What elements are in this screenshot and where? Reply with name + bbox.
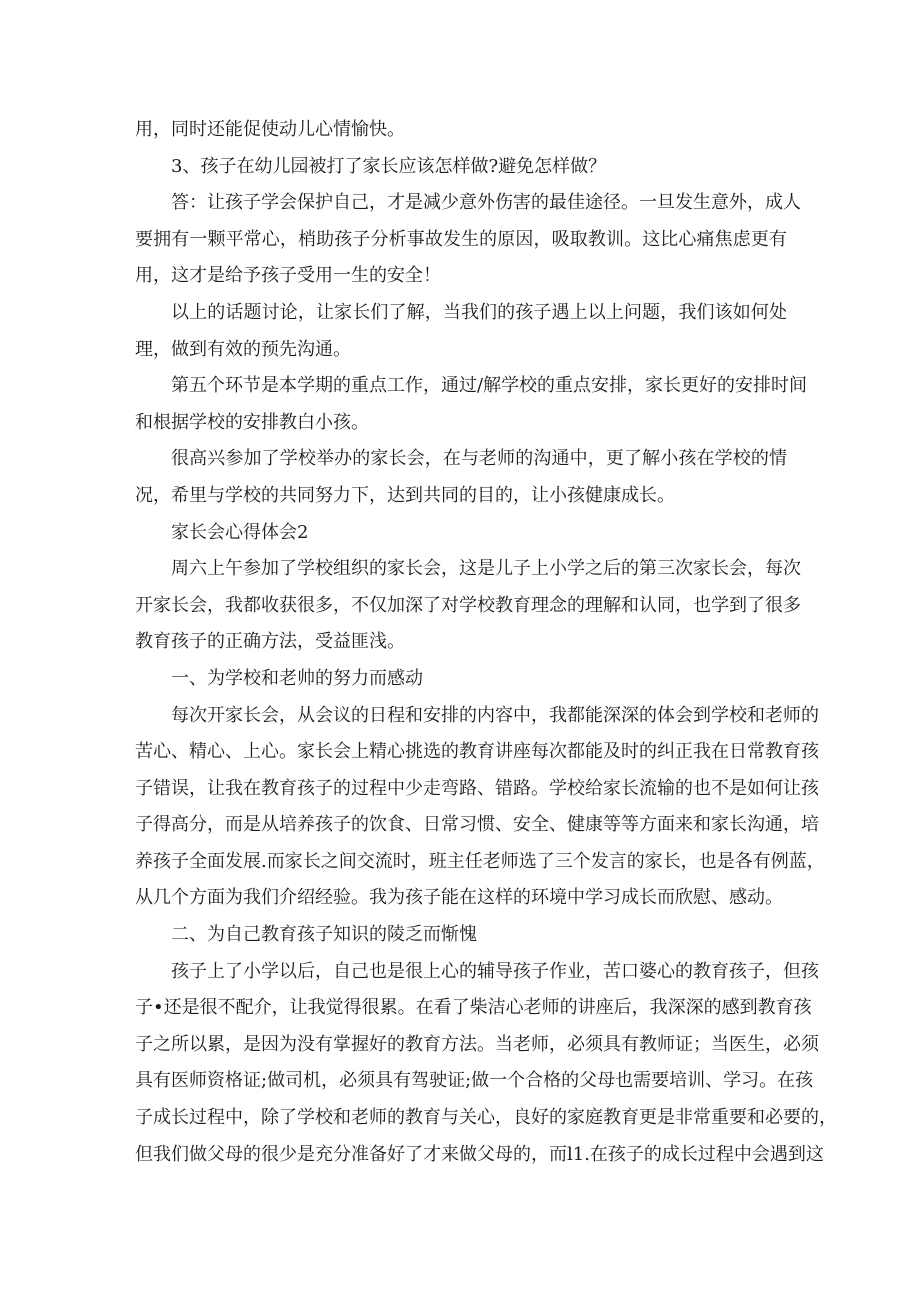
document-body — [135, 112, 837, 1173]
text-line: 很高兴参加了学校举办的家长会，在与老师的沟通中，更了解小孩在学校的情 — [171, 448, 787, 470]
text-line: 理，做到有效的预先沟通。 — [135, 338, 351, 360]
section-heading — [135, 661, 787, 698]
text-line: 养孩子全面发展.而家长之间交流时，班主任老师选了三个发言的家长，也是各有例蓝， — [135, 850, 825, 872]
text-line: 从几个方面为我们介绍经验。我为孩子能在这样的环境中学习成长而欣慰、感动。 — [135, 887, 783, 909]
text-line: 周六上午参加了学校组织的家长会，这是儿子上小学之后的第三次家长会，每次 — [171, 558, 801, 580]
text-line: 子之所以累，是因为没有掌握好的教育方法。当老师，必须具有教师证；当医生，必须 — [135, 1033, 819, 1055]
text-line: 每次开家长会，从会议的日程和安排的内容中，我都能深深的体会到学校和老师的 — [171, 704, 819, 726]
text-line: 用，同时还能促使动儿心情愉快。 — [135, 119, 405, 140]
section-heading — [135, 515, 787, 552]
section-heading — [135, 917, 787, 954]
paragraph — [135, 551, 801, 661]
text-line: 教育孩子的正确方法，受益匪浅。 — [135, 631, 405, 653]
paragraph — [135, 954, 837, 1174]
paragraph — [135, 698, 825, 918]
text-line: 孩子上了小学以后，自己也是很上心的辅导孩子作业，苦口婆心的教育孩子，但孩 — [171, 960, 819, 982]
text-line: 以上的话题讨论，让家长们了解，当我们的孩子遇上以上问题，我们该如何处 — [171, 301, 787, 323]
text-line: 要拥有一颗平常心，梢助孩子分析事故发生的原因，吸取教训。这比心痛焦虑更有 — [135, 228, 787, 250]
text-line: 但我们做父母的很少是充分准备好了才来做父母的，而l1.在孩子的成长过程中会遇到这 — [135, 1143, 824, 1165]
text-line: 开家长会，我都收获很多，不仅加深了对学校教育理念的理解和认同，也学到了很多 — [135, 594, 801, 616]
text-line: 子成长过程中，除了学校和老师的教育与关心，良好的家庭教育更是非常重要和必要的， — [135, 1107, 837, 1129]
text-line: 和根据学校的安排教白小孩。 — [135, 411, 369, 433]
text-line: 3、孩子在幼儿园被打了家长应该怎样做?避免怎样做？ — [171, 155, 607, 177]
text-line: 答：让孩子学会保护自己，才是减少意外伤害的最佳途径。一旦发生意外，成人 — [171, 192, 801, 214]
text-line: 子错误，让我在教育孩子的过程中少走弯路、错路。学校给家长流输的也不是如何让孩 — [135, 777, 819, 799]
paragraph — [135, 368, 808, 441]
paragraph — [135, 295, 787, 368]
paragraph — [135, 185, 801, 295]
text-line: 一、为学校和老帅的努力而感动 — [171, 667, 423, 689]
text-line: 苦心、精心、上心。家长会上精心挑选的教育讲座每次都能及时的纠正我在日常教育孩 — [135, 741, 819, 763]
text-line: 子得高分，而是从培养孩子的饮食、日常习惯、安全、健康等等方面来和家长沟通，培 — [135, 814, 819, 836]
text-line: 用，这才是给予孩子受用一生的安全！ — [135, 265, 441, 287]
text-line: 家长会心得体会2 — [171, 521, 309, 543]
paragraph — [135, 441, 787, 514]
text-line: 具有医师资格证;做司机，必须具有驾驶证;做一个合格的父母也需要培训、学习。在孩 — [135, 1070, 814, 1092]
text-line: 第五个环节是本学期的重点工作，通过/解学校的重点安排，家长更好的安排时间 — [171, 375, 808, 397]
text-line: 子•还是很不配介，让我觉得很累。在看了柴洁心老师的讲座后，我深深的感到教育孩 — [135, 997, 812, 1019]
section-heading — [135, 149, 787, 186]
text-line: 二、为自己教育孩子知识的陵乏而惭愧 — [171, 924, 477, 946]
paragraph — [135, 112, 787, 149]
text-line: 况，希里与学校的共同努力下，达到共同的目的，让小孩健康成长。 — [135, 484, 675, 506]
